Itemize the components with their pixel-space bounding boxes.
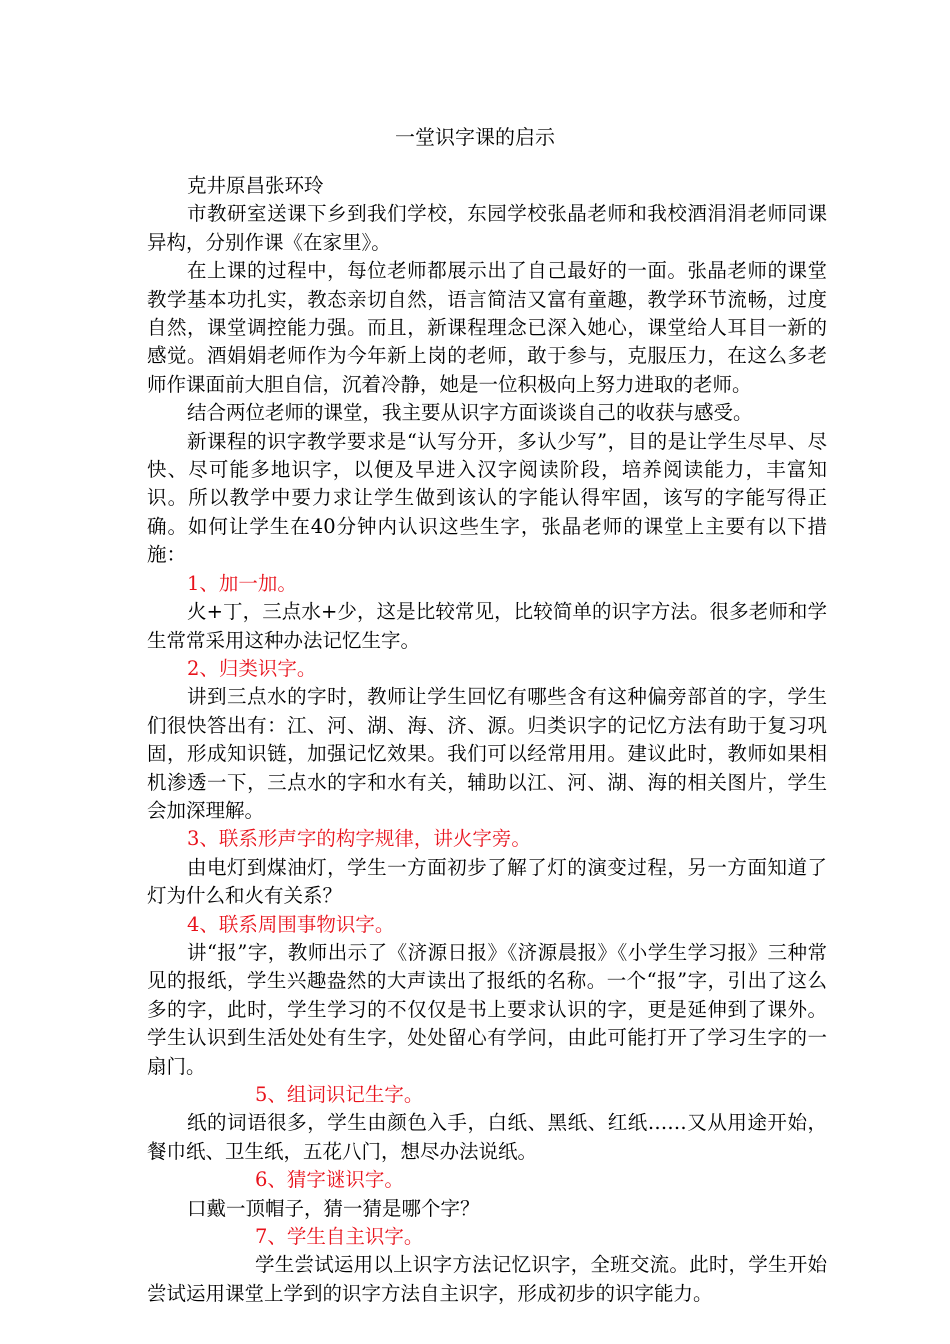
heading-method-7: 7、学生自主识字。	[255, 1225, 424, 1249]
heading-method-1: 1、加一加。	[187, 571, 297, 595]
heading-method-3: 3、联系形声字的构字规律，讲火字旁。	[187, 827, 531, 851]
heading-method-4: 4、联系周围事物识字。	[187, 912, 395, 936]
paragraph-5: 火+丁，三点水+少，这是比较常见，比较简单的识字方法。很多老师和学生常常采用这种办法记忆生字。	[147, 600, 827, 652]
heading-method-5: 5、组词识记生字。	[255, 1083, 424, 1106]
heading-method-6: 6、猜字谜识字。	[255, 1168, 404, 1192]
paragraph-8: 讲“报”字，教师出示了《济源日报》《济源晨报》《小学生学习报》三种常见的报纸，学生兴趣盎然的大声读出了报纸的名称。一个“报”字，引出了这么多的字，此时，学生学习的不仅仅是书上要求认识的字，更是延伸到了课外。学生认识到生活处处有生字，处处留心有学问，由此可能打开了学习生字的一扇门。	[147, 940, 827, 1078]
paragraph-3: 结合两位老师的课堂，我主要从识字方面谈谈自己的收获与感受。	[187, 401, 753, 425]
paragraph-11: 学生尝试运用以上识字方法记忆识字，全班交流。此时，学生开始尝试运用课堂上学到的识字方法自主识字，形成初步的识字能力。	[147, 1253, 827, 1305]
paragraph-10: 口戴一顶帽子，猜一猜是哪个字？	[187, 1196, 480, 1220]
paragraph-2: 在上课的过程中，每位老师都展示出了自己最好的一面。张晶老师的课堂教学基本功扎实，教态亲切自然，语言简洁又富有童趣，教学环节流畅，过度自然，课堂调控能力强。而且，新课程理念已深入她心，课堂给人耳目一新的感觉。酒娟娟老师作为今年新上岗的老师，敢于参与，克服压力，在这么多老师作课面前大胆自信，沉着冷静，她是一位积极向上努力进取的老师。	[147, 259, 827, 396]
paragraph-6: 讲到三点水的字时，教师让学生回忆有哪些含有这种偏旁部首的字，学生们很快答出有：江、河、湖、海、济、源。归类识字的记忆方法有助于复习巩固，形成知识链，加强记忆效果。我们可以经常用用。建议此时，教师如果相机渗透一下，三点水的字和水有关，辅助以江、河、湖、海的相关图片，学生会加深理解。	[147, 685, 827, 822]
paragraph-9: 纸的词语很多，学生由颜色入手，白纸、黑纸、红纸……又从用途开始，餐巾纸、卫生纸，五花八门，想尽办法说纸。	[147, 1111, 827, 1163]
paragraph-1: 市教研室送课下乡到我们学校，东园学校张晶老师和我校酒涓涓老师同课异构，分别作课《在家里》。	[147, 202, 827, 254]
document-title: 一堂识字课的启示	[395, 125, 555, 149]
paragraph-7: 由电灯到煤油灯，学生一方面初步了解了灯的演变过程，另一方面知道了灯为什么和火有关系？	[147, 855, 827, 908]
paragraph-4: 新课程的识字教学要求是“认写分开，多认少写”，目的是让学生尽早、尽快、尽可能多地识字，以便及早进入汉字阅读阶段，培养阅读能力，丰富知识。所以教学中要力求让学生做到该认的字能认得牢固，该写的字能写得正确。如何让学生在40分钟内认识这些生字，张晶老师的课堂上主要有以下措施：	[147, 429, 827, 567]
author-line: 克井原昌张环玲	[187, 174, 324, 197]
heading-method-2: 2、归类识字。	[187, 656, 317, 680]
document-body	[147, 172, 827, 1308]
